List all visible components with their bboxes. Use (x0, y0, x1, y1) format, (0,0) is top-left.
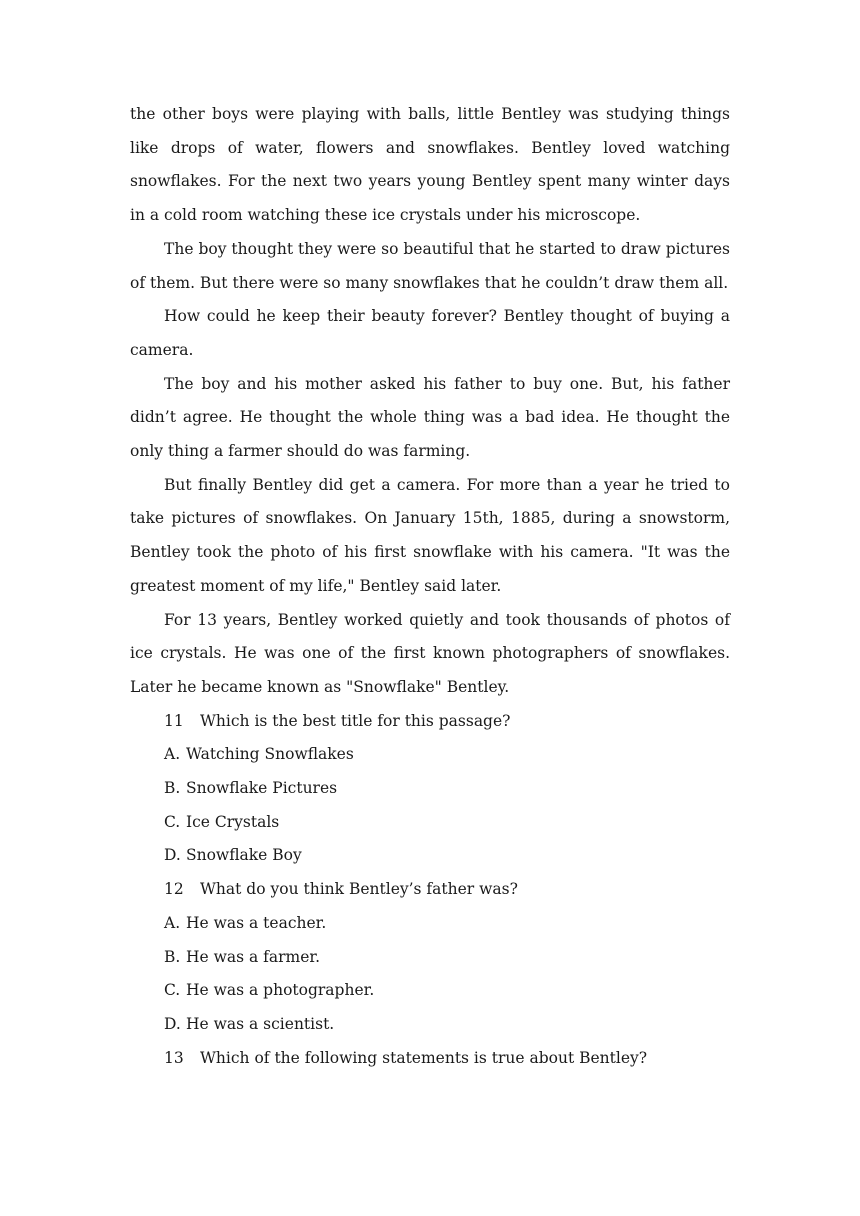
option-letter: D. (164, 1014, 181, 1033)
passage-paragraph-3: How could he keep their beauty forever? Bentley thought of buying a camera. (130, 307, 730, 359)
option-letter: A. (164, 913, 181, 932)
option-letter: C. (164, 812, 181, 831)
option-letter: C. (164, 981, 181, 1000)
passage-paragraph-1: the other boys were playing with balls, little Bentley was studying things like drops of water, flowers and snowflakes. Bentley loved watching snowflakes. For the next two years young Bentley spent many winter days in a cold room watching these ice crystals under his microscope. (130, 105, 730, 225)
option-letter: B. (164, 947, 181, 966)
option-letter: D. (164, 846, 181, 865)
question-number: 12 (164, 880, 184, 899)
question-text: Which of the following statements is true about Bentley? (200, 1048, 648, 1067)
question-11 (130, 705, 730, 874)
question-number: 13 (164, 1048, 184, 1067)
option-letter: B. (164, 779, 181, 798)
answer-option-a (130, 738, 730, 772)
passage-paragraph-2: The boy thought they were so beautiful that he started to draw pictures of them. But there were so many snowflakes that he couldn’t draw them all. (130, 239, 730, 292)
answer-option-c (130, 806, 730, 840)
option-letter: A. (164, 745, 181, 764)
option-text: He was a photographer. (186, 981, 375, 1000)
option-text: Snowflake Pictures (186, 779, 338, 798)
passage-paragraph-6: For 13 years, Bentley worked quietly and took thousands of photos of ice crystals. He was one of the first known photographers of snowflakes. Later he became known as "Snowflake" Bentley. (130, 610, 730, 696)
option-text: Watching Snowflakes (186, 745, 354, 764)
question-number: 11 (164, 711, 184, 730)
passage-paragraph-5: But finally Bentley did get a camera. For more than a year he tried to take pictures of snowflakes. On January 15th, 1885, during a snowstorm, Bentley took the photo of his first snowflake with his camera. "It was the greatest moment of my life," Bentley said later. (130, 475, 730, 595)
option-text: Snowflake Boy (186, 846, 302, 865)
question-text: What do you think Bentley’s father was? (200, 880, 518, 899)
question-text: Which is the best title for this passage? (200, 711, 511, 730)
option-text: Ice Crystals (186, 812, 280, 831)
answer-option-d (130, 1008, 730, 1042)
answer-option-c (130, 974, 730, 1008)
question-stem (130, 1042, 730, 1076)
question-stem (130, 873, 730, 907)
question-13 (130, 1042, 730, 1076)
answer-option-b (130, 772, 730, 806)
passage-paragraph-4: The boy and his mother asked his father to buy one. But, his father didn’t agree. He thought the whole thing was a bad idea. He thought the only thing a farmer should do was farming. (130, 374, 730, 461)
answer-option-a (130, 907, 730, 941)
question-12 (130, 873, 730, 1042)
document-page (130, 98, 730, 1075)
question-stem (130, 705, 730, 739)
reading-passage (130, 98, 730, 705)
answer-option-d (130, 839, 730, 873)
option-text: He was a scientist. (186, 1014, 335, 1033)
option-text: He was a farmer. (186, 947, 321, 966)
option-text: He was a teacher. (186, 913, 327, 932)
answer-option-b (130, 941, 730, 975)
